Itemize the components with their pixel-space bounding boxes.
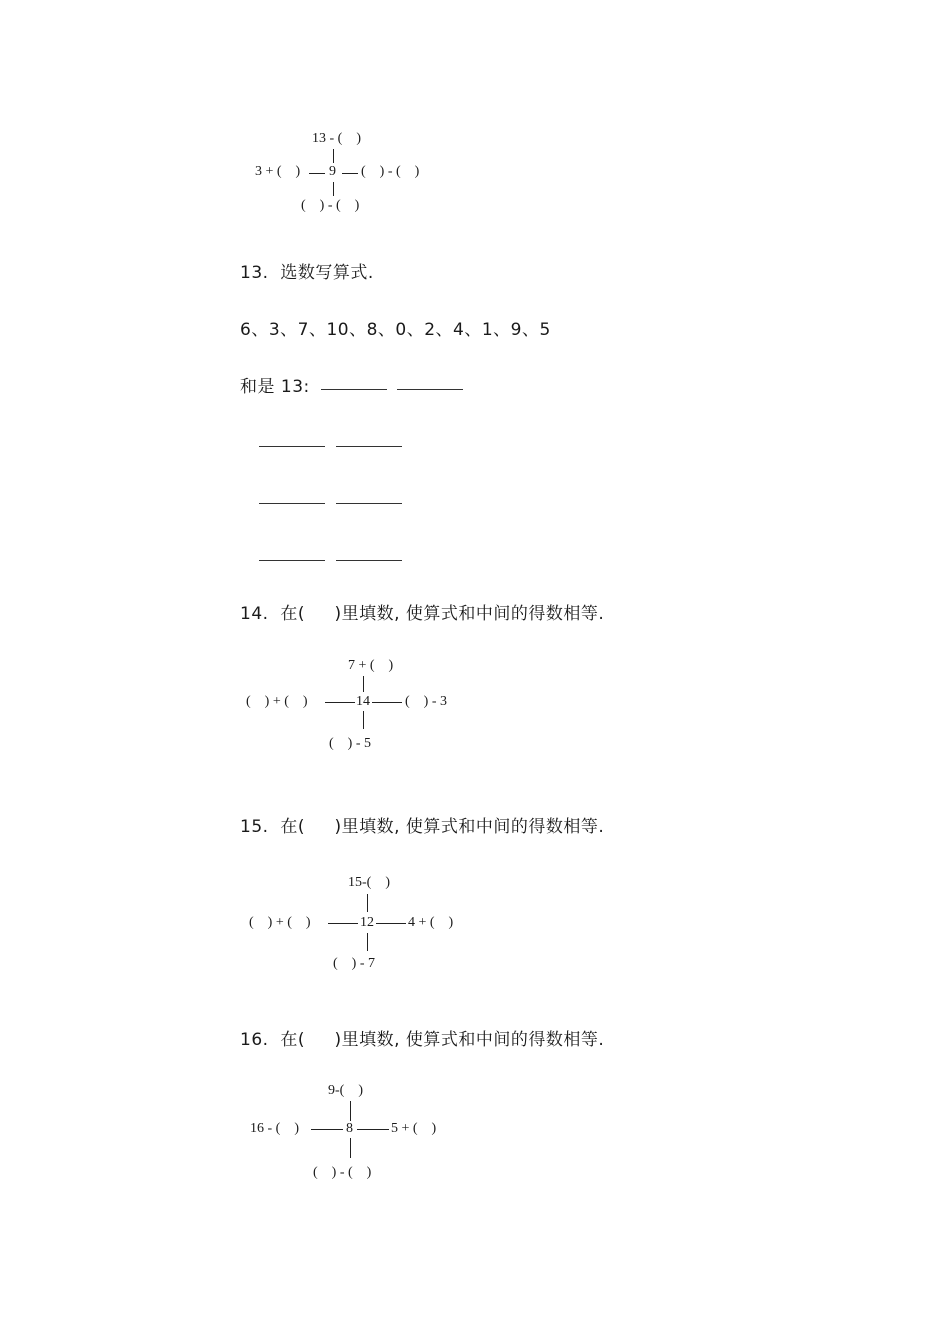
diagram-14-center: 14 bbox=[356, 694, 370, 709]
diagram-14-line-left bbox=[325, 702, 355, 703]
diagram-16-center: 8 bbox=[346, 1121, 353, 1136]
diagram-15-line-left bbox=[328, 923, 358, 924]
diagram-12-line-right bbox=[342, 173, 358, 174]
diagram-12-bottom: ( ) - ( ) bbox=[301, 198, 360, 213]
diagram-16-right: 5 + ( ) bbox=[391, 1121, 437, 1136]
question-16-title: 16. 在( )里填数, 使算式和中间的得数相等. bbox=[240, 1030, 605, 1050]
answer-blank[interactable] bbox=[259, 503, 325, 504]
diagram-16-line-right bbox=[357, 1129, 389, 1130]
answer-blank[interactable] bbox=[397, 389, 463, 390]
diagram-15-right: 4 + ( ) bbox=[408, 915, 454, 930]
diagram-12-line-bottom bbox=[333, 182, 334, 196]
diagram-15-left: ( ) + ( ) bbox=[249, 915, 311, 930]
diagram-16-line-bottom bbox=[350, 1138, 351, 1158]
diagram-15-bottom: ( ) - 7 bbox=[333, 956, 375, 971]
diagram-15-line-right bbox=[376, 923, 406, 924]
diagram-16-top: 9-( ) bbox=[328, 1083, 363, 1098]
diagram-15-line-bottom bbox=[367, 933, 368, 951]
question-15-title: 15. 在( )里填数, 使算式和中间的得数相等. bbox=[240, 817, 605, 837]
diagram-15-line-top bbox=[367, 894, 368, 912]
question-14-title: 14. 在( )里填数, 使算式和中间的得数相等. bbox=[240, 604, 605, 624]
diagram-16-line-top bbox=[350, 1101, 351, 1121]
answer-blank[interactable] bbox=[259, 560, 325, 561]
diagram-14-line-top bbox=[363, 676, 364, 692]
diagram-14-line-bottom bbox=[363, 711, 364, 729]
diagram-12-line-left bbox=[309, 173, 325, 174]
diagram-12-top: 13 - ( ) bbox=[312, 131, 361, 146]
answer-blank[interactable] bbox=[336, 503, 402, 504]
diagram-16-left: 16 - ( ) bbox=[250, 1121, 299, 1136]
question-13-sum-label: 和是 13: bbox=[240, 377, 310, 397]
diagram-14-top: 7 + ( ) bbox=[348, 658, 394, 673]
diagram-12-right: ( ) - ( ) bbox=[361, 164, 420, 179]
diagram-12-line-top bbox=[333, 149, 334, 163]
question-13-numbers: 6、3、7、10、8、0、2、4、1、9、5 bbox=[240, 320, 551, 340]
diagram-14-left: ( ) + ( ) bbox=[246, 694, 308, 709]
diagram-15-top: 15-( ) bbox=[348, 875, 390, 890]
answer-blank[interactable] bbox=[336, 560, 402, 561]
answer-blank[interactable] bbox=[336, 446, 402, 447]
diagram-14-bottom: ( ) - 5 bbox=[329, 736, 371, 751]
diagram-15-center: 12 bbox=[360, 915, 374, 930]
diagram-16-bottom: ( ) - ( ) bbox=[313, 1165, 372, 1180]
diagram-14-line-right bbox=[372, 702, 402, 703]
question-13-title: 13. 选数写算式. bbox=[240, 263, 374, 283]
diagram-14-right: ( ) - 3 bbox=[405, 694, 447, 709]
answer-blank[interactable] bbox=[259, 446, 325, 447]
diagram-12-center: 9 bbox=[329, 164, 336, 179]
diagram-16-line-left bbox=[311, 1129, 343, 1130]
answer-blank[interactable] bbox=[321, 389, 387, 390]
diagram-12-left: 3 + ( ) bbox=[255, 164, 301, 179]
